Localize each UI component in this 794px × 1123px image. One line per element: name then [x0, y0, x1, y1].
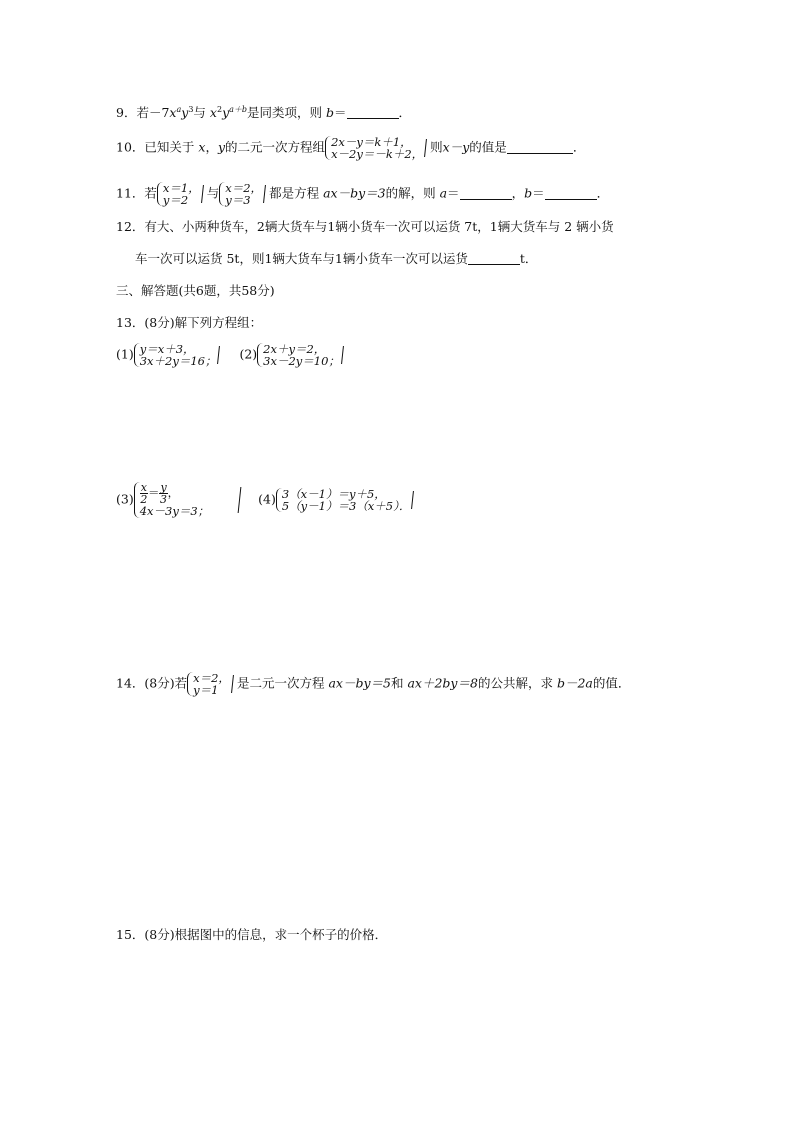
- question-9: 9．若$-7x^ay^3$与 $x^2y^{a+b}$是同类项，则 b＝ ．: [116, 105, 412, 120]
- equation-system: 2x＋y＝2， 3x－2y＝10；: [257, 343, 340, 367]
- question-13-part-1: (1) y＝x＋3， 3x＋2y＝16； (2) 2x＋y＝2， 3x－2y＝10；: [116, 343, 347, 367]
- question-11: 11．若 x＝1， y＝2 与 x＝2， y＝3 都是方程 ax－by＝3的解，则 a＝ ，b＝ ．: [116, 181, 610, 207]
- question-12-line-2: 车一次可以运货 5t，则1辆大货车与1辆小货车一次可以运货 t．: [135, 251, 538, 266]
- answer-blank[interactable]: [347, 106, 399, 119]
- question-13-title: 13．(8分)解下列方程组：: [116, 315, 263, 330]
- section-heading: 三、解答题(共6题，共58分): [116, 283, 275, 298]
- equation-system: x＝2， y＝3: [219, 182, 262, 206]
- equation-system: y＝x＋3， 3x＋2y＝16；: [134, 343, 217, 367]
- answer-blank-a[interactable]: [460, 187, 512, 200]
- answer-blank[interactable]: [507, 141, 573, 154]
- equation-system: 3（x－1）＝y＋5， 5（y－1）＝3（x＋5）．: [276, 488, 411, 512]
- equation-system: x＝2， y＝1: [187, 672, 230, 696]
- answer-blank-b[interactable]: [545, 187, 597, 200]
- question-14: 14．(8分)若 x＝2， y＝1 是二元一次方程 ax－by＝5和 ax＋2by＝8的公共解，求 b－2a的值．: [116, 671, 631, 697]
- question-13-part-3: (3) $\frac{x}{2}$ ＝ $\frac{y}{3}$ ， 4x－3y＝3； (4) 3（x－1）＝y＋5， 5（y－1）＝3（x＋5）．: [116, 482, 417, 518]
- question-15: 15．(8分)根据图中的信息，求一个杯子的价格．: [116, 927, 388, 942]
- equation-system: 2x－y＝k＋1， x－2y＝－k＋2，: [325, 136, 423, 160]
- question-12-line-1: 12．有大、小两种货车，2辆大货车与1辆小货车一次可以运货 7t，1辆大货车与 2 辆小货: [116, 219, 614, 234]
- question-number: 9．: [116, 105, 137, 120]
- equation-system: $\frac{x}{2}$ ＝ $\frac{y}{3}$ ， 4x－3y＝3；: [134, 482, 209, 518]
- question-10: 10．已知关于 x，y的二元一次方程组 2x－y＝k＋1， x－2y＝－k＋2， 则x－y的值是 ．: [116, 135, 586, 161]
- answer-blank[interactable]: [468, 252, 520, 265]
- equation-system: x＝1， y＝2: [157, 182, 200, 206]
